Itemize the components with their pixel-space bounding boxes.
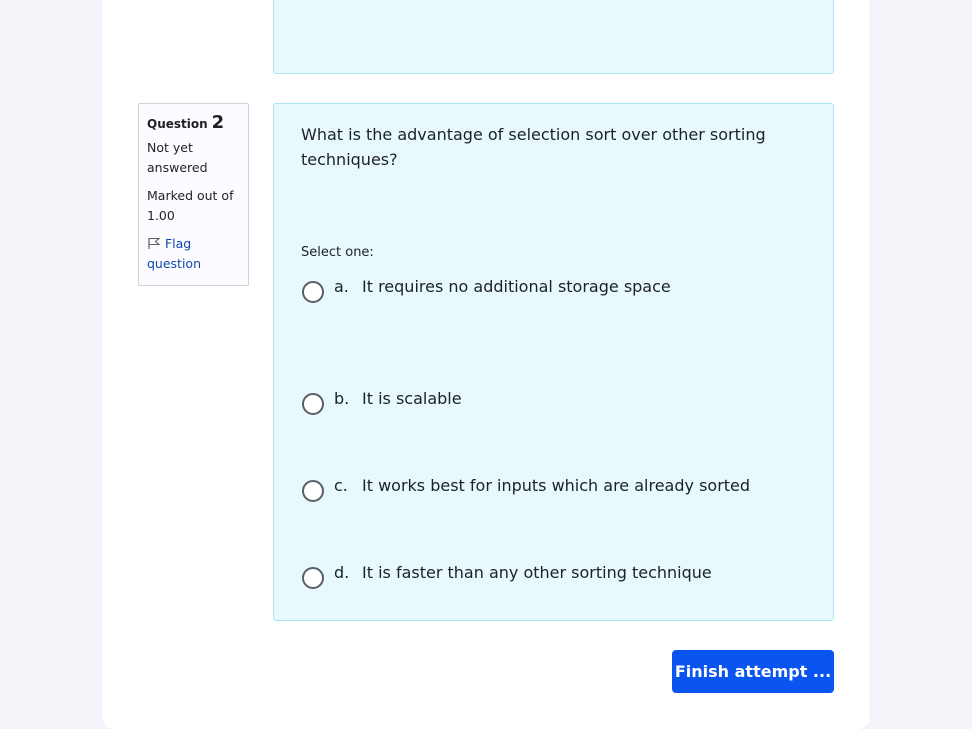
radio-button[interactable] bbox=[302, 480, 324, 502]
option-text: It is scalable bbox=[362, 389, 462, 408]
question-text: What is the advantage of selection sort over other sorting techniques? bbox=[301, 125, 766, 169]
question-label: Question bbox=[147, 117, 208, 131]
radio-button[interactable] bbox=[302, 393, 324, 415]
radio-button[interactable] bbox=[302, 281, 324, 303]
radio-button[interactable] bbox=[302, 567, 324, 589]
question-state: Not yet answered bbox=[147, 140, 208, 175]
question-formulation bbox=[273, 103, 834, 621]
question-heading bbox=[147, 114, 240, 132]
answer-prompt: Select one: bbox=[301, 245, 374, 260]
flag-question-link[interactable] bbox=[147, 234, 240, 274]
flag-icon bbox=[147, 237, 161, 249]
answer-option-c[interactable] bbox=[302, 476, 751, 502]
option-letter: b. bbox=[334, 389, 350, 408]
question-number: 2 bbox=[211, 112, 225, 133]
option-text: It requires no additional storage space bbox=[362, 277, 671, 296]
question-grade: Marked out of 1.00 bbox=[147, 188, 234, 223]
option-letter: d. bbox=[334, 563, 350, 582]
finish-attempt-button[interactable]: Finish attempt ... bbox=[672, 650, 834, 693]
question-info-box bbox=[138, 103, 249, 286]
answer-option-d[interactable] bbox=[302, 563, 712, 589]
option-letter: c. bbox=[334, 476, 348, 495]
option-text: It is faster than any other sorting technique bbox=[362, 563, 712, 582]
previous-question-formulation bbox=[273, 0, 834, 74]
option-text: It works best for inputs which are already sorted bbox=[362, 476, 751, 495]
answer-option-a[interactable] bbox=[302, 277, 671, 303]
flag-question-label: Flag question bbox=[147, 236, 202, 271]
option-letter: a. bbox=[334, 277, 349, 296]
answer-option-b[interactable] bbox=[302, 389, 462, 415]
